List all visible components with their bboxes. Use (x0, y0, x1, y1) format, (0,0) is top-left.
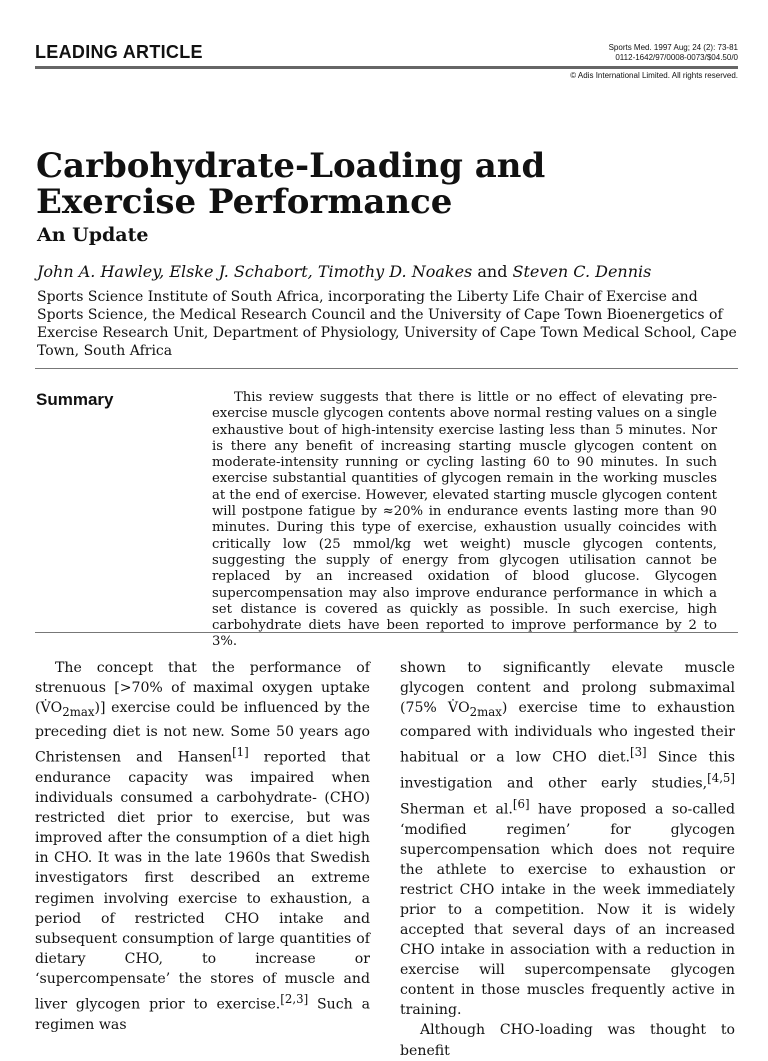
authors-last: Steven C. Dennis (512, 262, 652, 281)
title-line-2: Exercise Performance (36, 182, 453, 222)
body-text: Such a regimen was (35, 996, 370, 1033)
header-divider (35, 66, 738, 69)
subscript: 2max (469, 705, 502, 719)
body-text: ) exercise time to exhaustion compared with individuals who ingested their habitual or a low CHO diet. (400, 700, 735, 766)
subscript: 2max (62, 705, 95, 719)
summary-top-divider (35, 368, 738, 369)
reference-marker: [2,3] (280, 992, 309, 1006)
body-text: )] exercise could be influenced by the preceding diet is not new. Some 50 years ago Christensen and Hansen (35, 700, 370, 766)
reference-marker: [3] (629, 745, 647, 760)
body-paragraph (400, 658, 735, 1020)
body-text: Since this investigation and other early studies, (400, 749, 735, 792)
body-text: Sherman et al. (400, 801, 513, 818)
body-text: reported that endurance capacity was impaired when individuals consumed a carbohydrate- (CHO) restricted diet prior to exercise, but was improved after the consumption of a diet high in CHO. It was in the late 1960s that Swedish investigators first described an extreme regimen involving exercise to exhaustion, a period of restricted CHO intake and subsequent consumption of large quantities of dietary CHO, to increase or ‘supercompensate’ the stores of muscle and liver glycogen prior to exercise. (35, 749, 370, 1013)
affiliation: Sports Science Institute of South Africa, incorporating the Liberty Life Chair of Exercise and Sports Science, the Medical Research Council and the University of Cape Town Bioenergetics of Exercise Research Unit, Department of Physiology, University of Cape Town Medical School, Cape Town, South Africa (37, 289, 737, 359)
citation-block (609, 43, 738, 63)
citation-code: 0112-1642/97/0008-0073/$04.50/0 (615, 53, 738, 62)
reference-marker: [6] (512, 796, 530, 811)
summary-text: This review suggests that there is little or no effect of elevating pre-exercise muscle glycogen contents above normal resting values on a single exhaustive bout of high-intensity exercise lasting less than 5 minutes. Nor is there any benefit of increasing starting muscle glycogen content on moderate-intensity running or cycling lasting 60 to 90 minutes. In such exercise substantial quantities of glycogen remain in the working muscles at the end of exercise. However, elevated starting muscle glycogen content will postpone fatigue by ≈20% in endurance events lasting more than 90 minutes. During this type of exercise, exhaustion usually coincides with critically low (25 mmol/kg wet weight) muscle glycogen contents, suggesting the supply of energy from glycogen utilisation cannot be replaced by an increased oxidation of blood glucose. Glycogen supercompensation may also improve endurance performance in which a set distance is covered as quickly as possible. In such exercise, high carbohydrate diets have been reported to improve performance by 2 to 3%. (212, 390, 717, 650)
article-title (36, 148, 545, 220)
summary-heading: Summary (36, 390, 114, 409)
copyright-notice: © Adis International Limited. All rights reserved. (570, 71, 738, 80)
body-text: have proposed a so-called ‘modified regimen’ for glycogen supercompensation which does not require the athlete to exercise to exhaustion or restrict CHO intake in the week immediately prior to a competition. Now it is widely accepted that several days of an increased CHO intake in association with a reduction in exercise will supercompensate glycogen content in those muscles frequently active in training. (400, 801, 735, 1019)
body-text: shown to significantly elevate muscle glycogen content and prolong submaximal (75% V̇O (400, 660, 735, 717)
body-column-left (35, 658, 370, 1035)
body-paragraph: Although CHO-loading was thought to benefit (400, 1022, 735, 1059)
title-line-1: Carbohydrate-Loading and (36, 146, 546, 186)
body-text: The concept that the performance of strenuous [>70% of maximal oxygen uptake (V̇O (35, 660, 370, 717)
summary-bottom-divider (35, 632, 738, 633)
reference-marker: [4,5] (707, 770, 735, 785)
reference-marker: [1] (232, 745, 249, 760)
body-column-right (400, 658, 735, 1061)
citation-journal: Sports Med. 1997 Aug; 24 (2): 73-81 (608, 43, 738, 52)
authors-main: John A. Hawley, Elske J. Schabort, Timothy D. Noakes (37, 262, 473, 281)
section-label: LEADING ARTICLE (35, 42, 203, 62)
author-list (37, 262, 651, 281)
article-subtitle: An Update (37, 224, 149, 246)
authors-conjunction: and (477, 262, 508, 281)
